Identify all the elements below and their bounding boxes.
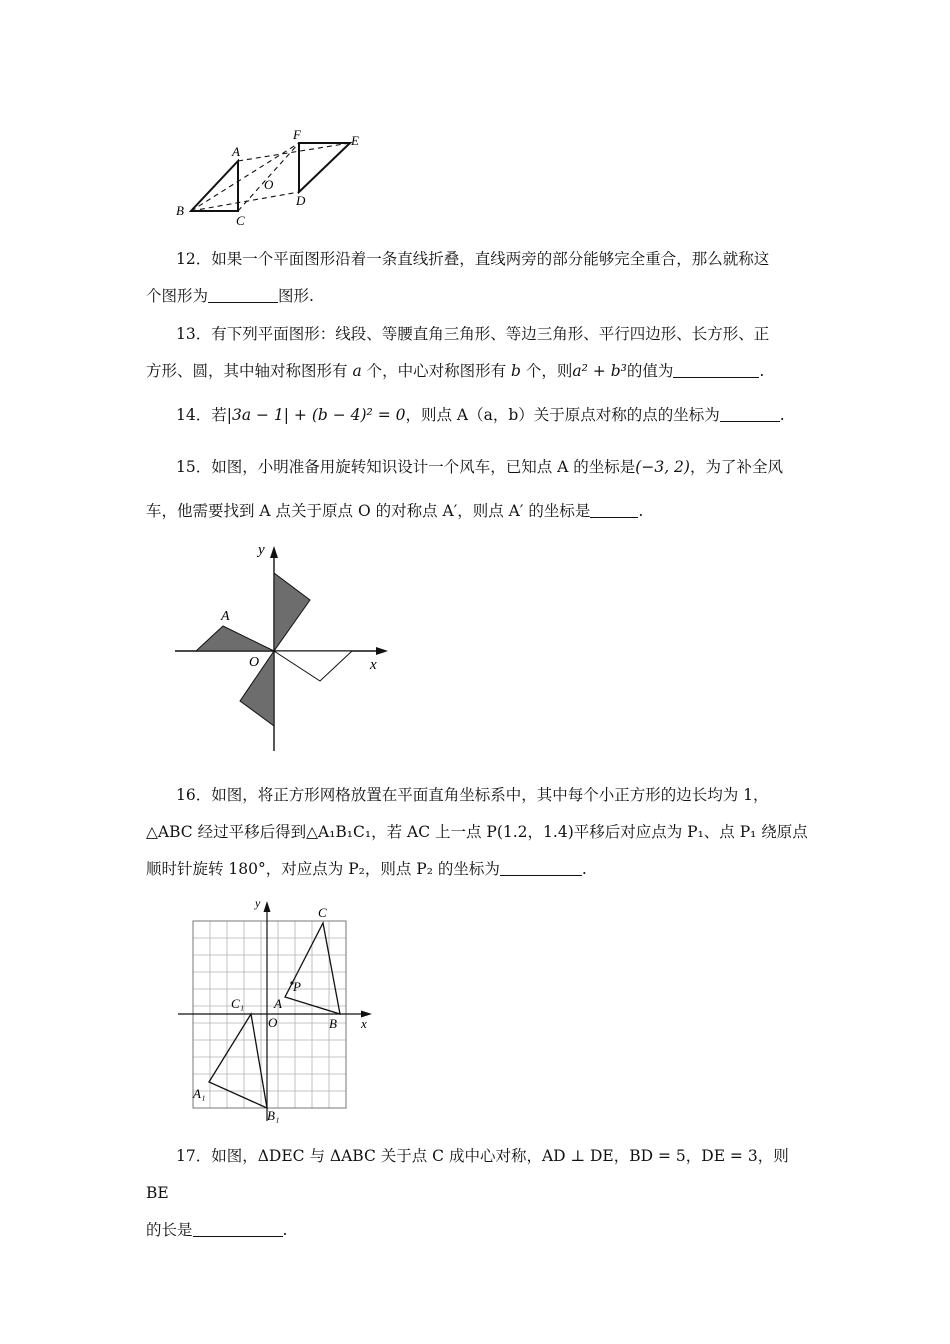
label-x: x xyxy=(370,657,377,673)
question-number: 14． xyxy=(176,406,212,424)
question-13 xyxy=(146,316,810,390)
question-text: ，为了补全风 xyxy=(689,458,783,476)
question-text: 个，则 xyxy=(520,362,573,380)
question-text: △ABC 经过平移后得到△A₁B₁C₁，若 AC 上一点 P(1.2，1.4)平移后对应点为 P₁、点 P₁ 绕原点 xyxy=(146,823,808,841)
period: . xyxy=(779,406,785,424)
question-text: 如图，ΔDEC 与 ΔABC 关于点 C 成中心对称，AD ⊥ DE，BD = 5，DE = 3，则 BE xyxy=(146,1147,789,1202)
question-text: 若 xyxy=(211,406,227,424)
question-text: 如图，将正方形网格放置在平面直角坐标系中，其中每个小正方形的边长均为 1， xyxy=(211,786,769,804)
answer-blank[interactable] xyxy=(500,859,582,876)
question-text: 方形、圆，其中轴对称图形有 xyxy=(146,362,353,380)
figure-q15 xyxy=(170,538,395,753)
question-text: 个图形为 xyxy=(146,287,209,305)
label-E: E xyxy=(351,133,359,148)
label-y: y xyxy=(258,542,265,558)
label-F: F xyxy=(293,127,301,142)
figure-q11 xyxy=(170,125,370,230)
label-C1: C₁ xyxy=(231,996,245,1011)
question-12 xyxy=(146,241,810,315)
label-x: x xyxy=(361,1016,367,1031)
question-text: 如图，小明准备用旋转知识设计一个风车，已知点 A 的坐标是 xyxy=(211,458,636,476)
question-number: 13． xyxy=(176,325,212,343)
answer-blank[interactable] xyxy=(673,361,759,378)
answer-blank[interactable] xyxy=(720,405,780,422)
label-C: C xyxy=(236,213,245,228)
label-B1: B₁ xyxy=(267,1108,280,1123)
question-17 xyxy=(146,1138,810,1249)
period: . xyxy=(638,502,644,520)
coordinate: (−3, 2) xyxy=(635,458,690,476)
label-B: B xyxy=(176,203,184,218)
label-O: O xyxy=(249,655,260,670)
question-text: 个，中心对称图形有 xyxy=(361,362,512,380)
figure-q16 xyxy=(170,895,380,1125)
question-16 xyxy=(146,777,810,888)
question-14 xyxy=(146,397,810,434)
math-expression: a² + b³ xyxy=(572,362,627,380)
period: . xyxy=(759,362,765,380)
question-number: 15． xyxy=(176,458,212,476)
period: . xyxy=(282,1221,288,1239)
label-A1: A₁ xyxy=(193,1086,206,1101)
label-O: O xyxy=(268,1015,278,1030)
question-text: 的长是 xyxy=(146,1221,193,1239)
variable-b: b xyxy=(511,362,521,380)
question-number: 16． xyxy=(176,786,212,804)
question-15 xyxy=(146,445,810,533)
answer-blank[interactable] xyxy=(208,286,278,303)
math-expression: |3a − 1| + (b − 4)² = 0 xyxy=(226,406,406,424)
question-text: 车，他需要找到 A 点关于原点 O 的对称点 A′，则点 A′ 的坐标是 xyxy=(146,502,591,520)
label-A: A xyxy=(232,144,240,159)
variable-a: a xyxy=(352,362,362,380)
question-text: 有下列平面图形：线段、等腰直角三角形、等边三角形、平行四边形、长方形、正 xyxy=(211,325,770,343)
answer-blank[interactable] xyxy=(590,501,638,518)
label-C: C xyxy=(318,905,327,920)
question-text: ，则点 A（a，b）关于原点对称的点的坐标为 xyxy=(405,406,720,424)
question-text: 顺时针旋转 180°，对应点为 P₂，则点 P₂ 的坐标为 xyxy=(146,860,500,878)
label-y: y xyxy=(255,896,261,910)
label-B: B xyxy=(329,1016,337,1031)
period: . xyxy=(581,860,587,878)
label-D: D xyxy=(296,193,306,208)
question-text: 如果一个平面图形沿着一条直线折叠，直线两旁的部分能够完全重合，那么就称这 xyxy=(211,250,770,268)
question-text: 图形. xyxy=(278,287,314,305)
question-number: 17． xyxy=(176,1147,212,1165)
question-number: 12． xyxy=(176,250,212,268)
label-P: P xyxy=(293,979,301,994)
answer-blank[interactable] xyxy=(193,1220,283,1237)
label-A: A xyxy=(221,609,230,624)
label-A: A xyxy=(274,996,282,1011)
label-O: O xyxy=(264,177,274,192)
question-text: 的值为 xyxy=(626,362,674,380)
